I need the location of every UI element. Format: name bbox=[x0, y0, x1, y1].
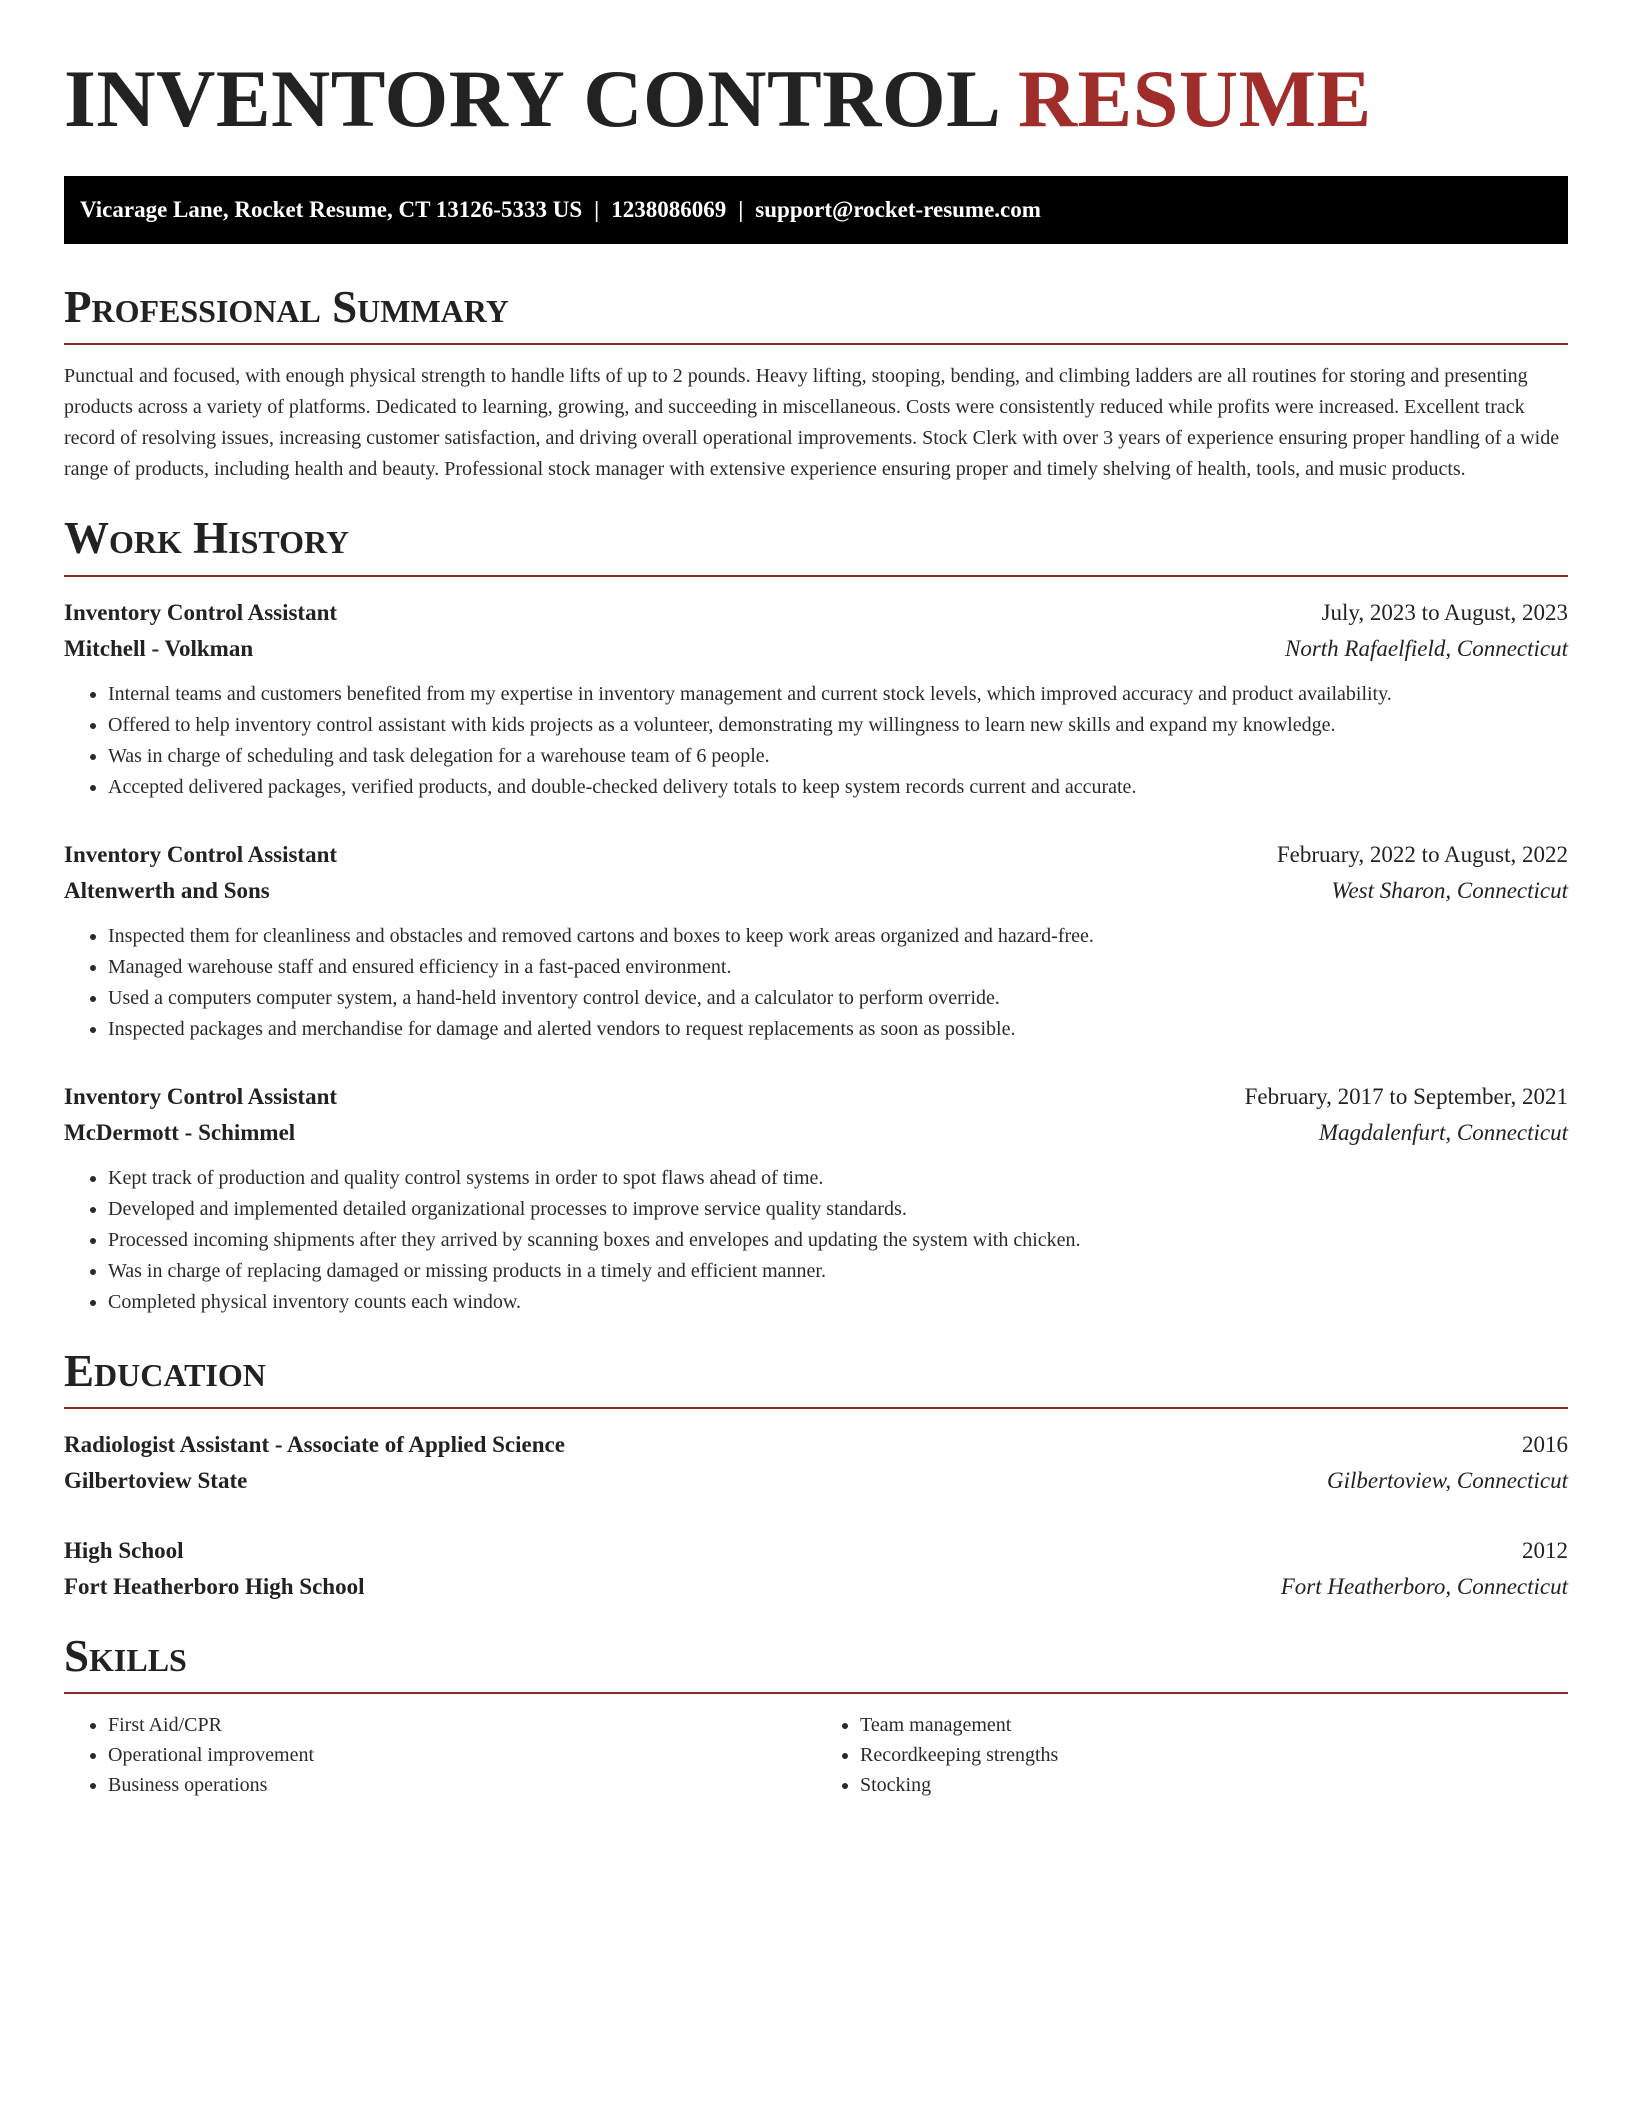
education-location: Gilbertoview, Connecticut bbox=[1326, 1467, 1568, 1493]
education-degree: High School bbox=[64, 1537, 184, 1563]
skills-section bbox=[64, 1630, 1568, 1800]
work-history-heading: Work History bbox=[64, 515, 1568, 576]
job-title: Inventory Control Assistant bbox=[64, 841, 338, 867]
job-entry bbox=[64, 595, 1568, 803]
job-bullets bbox=[64, 1163, 1568, 1318]
contact-address: Vicarage Lane, Rocket Resume, CT 13126-5333 US bbox=[80, 197, 583, 222]
job-bullet: • Managed warehouse staff and ensured efficiency in a fast-paced environment. bbox=[108, 952, 1568, 983]
title-main: INVENTORY CONTROL bbox=[64, 53, 997, 144]
contact-email: support@rocket-resume.com bbox=[755, 197, 1041, 222]
contact-phone: 1238086069 bbox=[611, 197, 727, 222]
education-school: Gilbertoview State bbox=[64, 1467, 248, 1493]
contact-separator: | bbox=[738, 197, 744, 222]
job-company: Altenwerth and Sons bbox=[64, 877, 270, 903]
job-bullets bbox=[64, 679, 1568, 803]
skills-heading: Skills bbox=[64, 1633, 1568, 1694]
education-school: Fort Heatherboro High School bbox=[64, 1573, 365, 1599]
job-bullet: • Processed incoming shipments after they arrived by scanning boxes and envelopes and updating the system with chicken. bbox=[108, 1225, 1568, 1256]
skills-list bbox=[64, 1710, 1568, 1800]
job-dates: July, 2023 to August, 2023 bbox=[1321, 599, 1568, 625]
work-history-section bbox=[64, 515, 1568, 1317]
skill-item: • Recordkeeping strengths bbox=[860, 1740, 1568, 1770]
skill-item: • First Aid/CPR bbox=[108, 1710, 816, 1740]
job-location: North Rafaelfield, Connecticut bbox=[1285, 635, 1568, 661]
education-year: 2016 bbox=[1522, 1431, 1568, 1457]
education-year: 2012 bbox=[1522, 1537, 1568, 1563]
job-company: Mitchell - Volkman bbox=[64, 635, 254, 661]
job-bullet: • Inspected them for cleanliness and obstacles and removed cartons and boxes to keep work areas organized and hazard-free. bbox=[108, 921, 1568, 952]
skill-item: • Stocking bbox=[860, 1770, 1568, 1800]
summary-section bbox=[64, 284, 1568, 485]
job-bullet: • Was in charge of scheduling and task delegation for a warehouse team of 6 people. bbox=[108, 741, 1568, 772]
job-bullet: • Internal teams and customers benefited from my expertise in inventory management and current stock levels, which improved accuracy and product availability. bbox=[108, 679, 1568, 710]
job-dates: February, 2017 to September, 2021 bbox=[1244, 1083, 1568, 1109]
education-entry bbox=[64, 1533, 1568, 1605]
job-bullet: • Used a computers computer system, a hand-held inventory control device, and a calculator to perform override. bbox=[108, 983, 1568, 1014]
job-bullet: • Kept track of production and quality control systems in order to spot flaws ahead of time. bbox=[108, 1163, 1568, 1194]
summary-text: Punctual and focused, with enough physical strength to handle lifts of up to 2 pounds. Heavy lifting, stooping, bending, and climbing ladders are all routines for storing and presenting products across a variety of platforms. Dedicated to learning, growing, and succeeding in miscellaneous. Costs were consistently reduced while profits were increased. Excellent track record of resolving issues, increasing customer satisfaction, and driving overall operational improvements. Stock Clerk with over 3 years of experience ensuring proper handling of a wide range of products, including health and beauty. Professional stock manager with extensive experience ensuring proper and timely shelving of health, tools, and music products. bbox=[64, 365, 1560, 481]
skill-item: • Team management bbox=[860, 1710, 1568, 1740]
job-entry bbox=[64, 1079, 1568, 1318]
job-bullet: • Accepted delivered packages, verified products, and double-checked delivery totals to keep system records current and accurate. bbox=[108, 772, 1568, 803]
job-entry bbox=[64, 837, 1568, 1045]
job-title: Inventory Control Assistant bbox=[64, 599, 338, 625]
contact-separator: | bbox=[594, 197, 600, 222]
resume-title bbox=[64, 53, 1568, 144]
skill-item: • Business operations bbox=[108, 1770, 816, 1800]
summary-heading: Professional Summary bbox=[64, 284, 1568, 345]
education-location: Fort Heatherboro, Connecticut bbox=[1280, 1573, 1568, 1599]
job-bullet: • Completed physical inventory counts each window. bbox=[108, 1287, 1568, 1318]
education-heading: Education bbox=[64, 1348, 1568, 1409]
title-accent: RESUME bbox=[1017, 53, 1372, 144]
job-bullet: • Inspected packages and merchandise for damage and alerted vendors to request replacements as soon as possible. bbox=[108, 1014, 1568, 1045]
education-degree: Radiologist Assistant - Associate of Applied Science bbox=[64, 1431, 565, 1457]
job-bullets bbox=[64, 921, 1568, 1045]
job-title: Inventory Control Assistant bbox=[64, 1083, 338, 1109]
job-location: West Sharon, Connecticut bbox=[1331, 877, 1568, 903]
job-bullet: • Offered to help inventory control assistant with kids projects as a volunteer, demonstrating my willingness to learn new skills and expand my knowledge. bbox=[108, 710, 1568, 741]
contact-bar bbox=[64, 176, 1568, 244]
job-company: McDermott - Schimmel bbox=[64, 1119, 296, 1145]
skill-item: • Operational improvement bbox=[108, 1740, 816, 1770]
job-dates: February, 2022 to August, 2022 bbox=[1276, 841, 1568, 867]
skills-column-right bbox=[816, 1710, 1568, 1800]
education-entry bbox=[64, 1427, 1568, 1499]
skills-column-left bbox=[64, 1710, 816, 1800]
job-location: Magdalenfurt, Connecticut bbox=[1318, 1119, 1568, 1145]
job-bullet: • Developed and implemented detailed organizational processes to improve service quality standards. bbox=[108, 1194, 1568, 1225]
education-section bbox=[64, 1345, 1568, 1605]
job-bullet: • Was in charge of replacing damaged or missing products in a timely and efficient manner. bbox=[108, 1256, 1568, 1287]
